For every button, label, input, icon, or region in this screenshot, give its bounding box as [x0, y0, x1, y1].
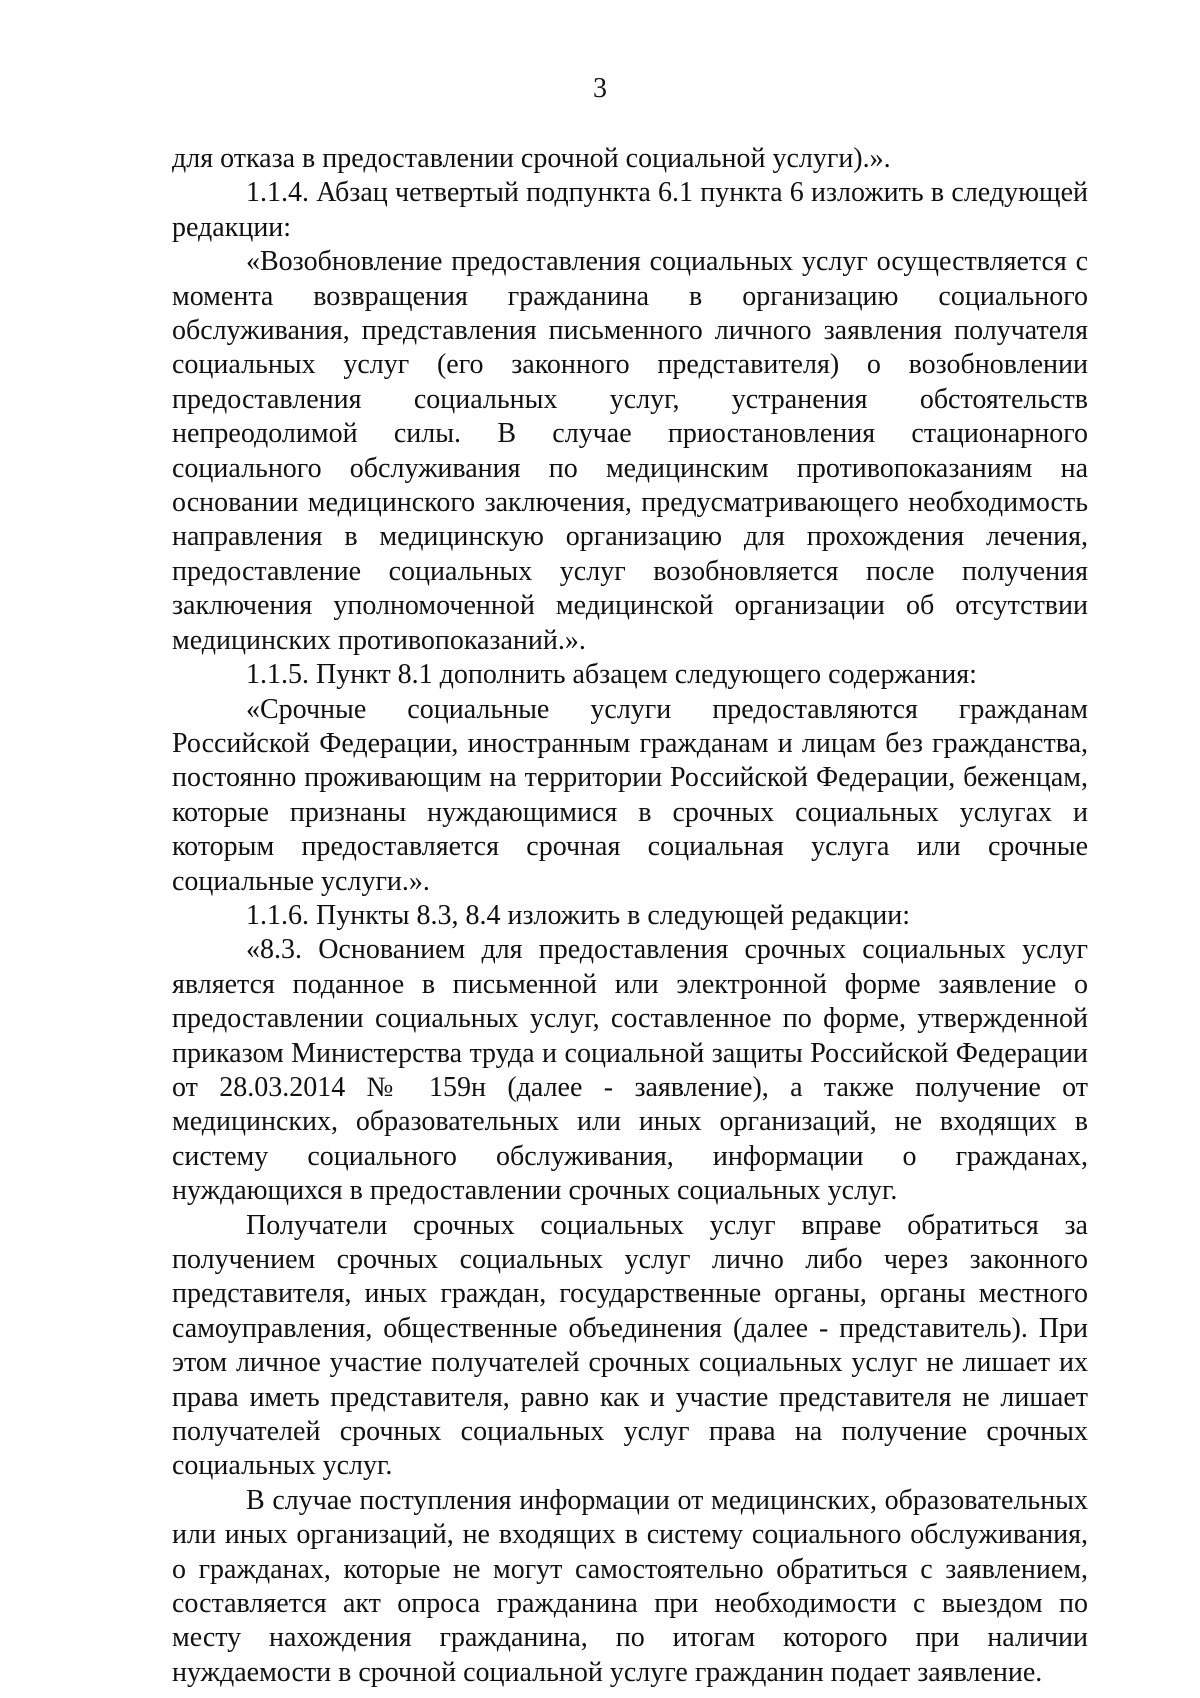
paragraph-continuation: для отказа в предоставлении срочной социальной услуги).».: [172, 143, 891, 174]
paragraph-quote-urgent-services: «Срочные социальные услуги предоставляются гражданам Российской Федерации, иностранным гражданам и лицам без гражданства, постоянно проживающим на территории Российской Федерации, беженцам, которые признаны нуждающимися в срочных социальных услугах и которым предоставляется срочная социальная услуга или срочные социальные услуги.».: [172, 693, 1088, 897]
paragraph-item-1-1-4: 1.1.4. Абзац четвертый подпункта 6.1 пункта 6 изложить в следующей редакции:: [172, 177, 1088, 243]
paragraph-item-1-1-5: 1.1.5. Пункт 8.1 дополнить абзацем следующего содержания:: [246, 659, 977, 691]
paragraph-recipients: Получатели срочных социальных услуг вправе обратиться за получением срочных социальных услуг лично либо через законного представителя, иных граждан, государственные органы, органы местного самоуправления, общественные объединения (далее - представитель). При этом личное участие получателей срочных социальных услуг не лишает их права иметь представителя, равно как и участие представителя не лишает получателей срочных социальных услуг права на получение срочных социальных услуг.: [172, 1209, 1088, 1482]
paragraph-information-receipt: В случае поступления информации от медицинских, образовательных или иных организаций, не входящих в систему социального обслуживания, о гражданах, которые не могут самостоятельно обратиться с заявлением, составляется акт опроса гражданина при необходимости с выездом по месту нахождения гражданина, по итогам которого при наличии нуждаемости в срочной социальной услуге гражданин подает заявление.: [172, 1484, 1088, 1688]
document-body: [172, 142, 1088, 1690]
paragraph-quote-resumption: «Возобновление предоставления социальных услуг осуществляется с момента возвращения гражданина в организацию социального обслуживания, представления письменного личного заявления получателя социальных услуг (его законного представителя) о возобновлении предоставления социальных услуг, устранения обстоятельств непреодолимой силы. В случае приостановления стационарного социального обслуживания по медицинским противопоказаниям на основании медицинского заключения, предусматривающего необходимость направления в медицинскую организацию для прохождения лечения, предоставление социальных услуг возобновляется после получения заключения уполномоченной медицинской организации об отсутствии медицинских противопоказаний.».: [172, 246, 1088, 656]
paragraph-quote-8-3: «8.3. Основанием для предоставления срочных социальных услуг является поданное в письменной или электронной форме заявление о предоставлении социальных услуг, составленное по форме, утвержденной приказом Министерства труда и социальной защиты Российской Федерации от 28.03.2014 № 159н (далее - заявление), а также получение от медицинских, образовательных или иных организаций, не входящих в систему социального обслуживания, информации о гражданах, нуждающихся в предоставлении срочных социальных услуг.: [172, 934, 1088, 1207]
paragraph-item-1-1-6: 1.1.6. Пункты 8.3, 8.4 изложить в следующей редакции:: [246, 899, 911, 931]
page-number: 3: [593, 73, 607, 104]
